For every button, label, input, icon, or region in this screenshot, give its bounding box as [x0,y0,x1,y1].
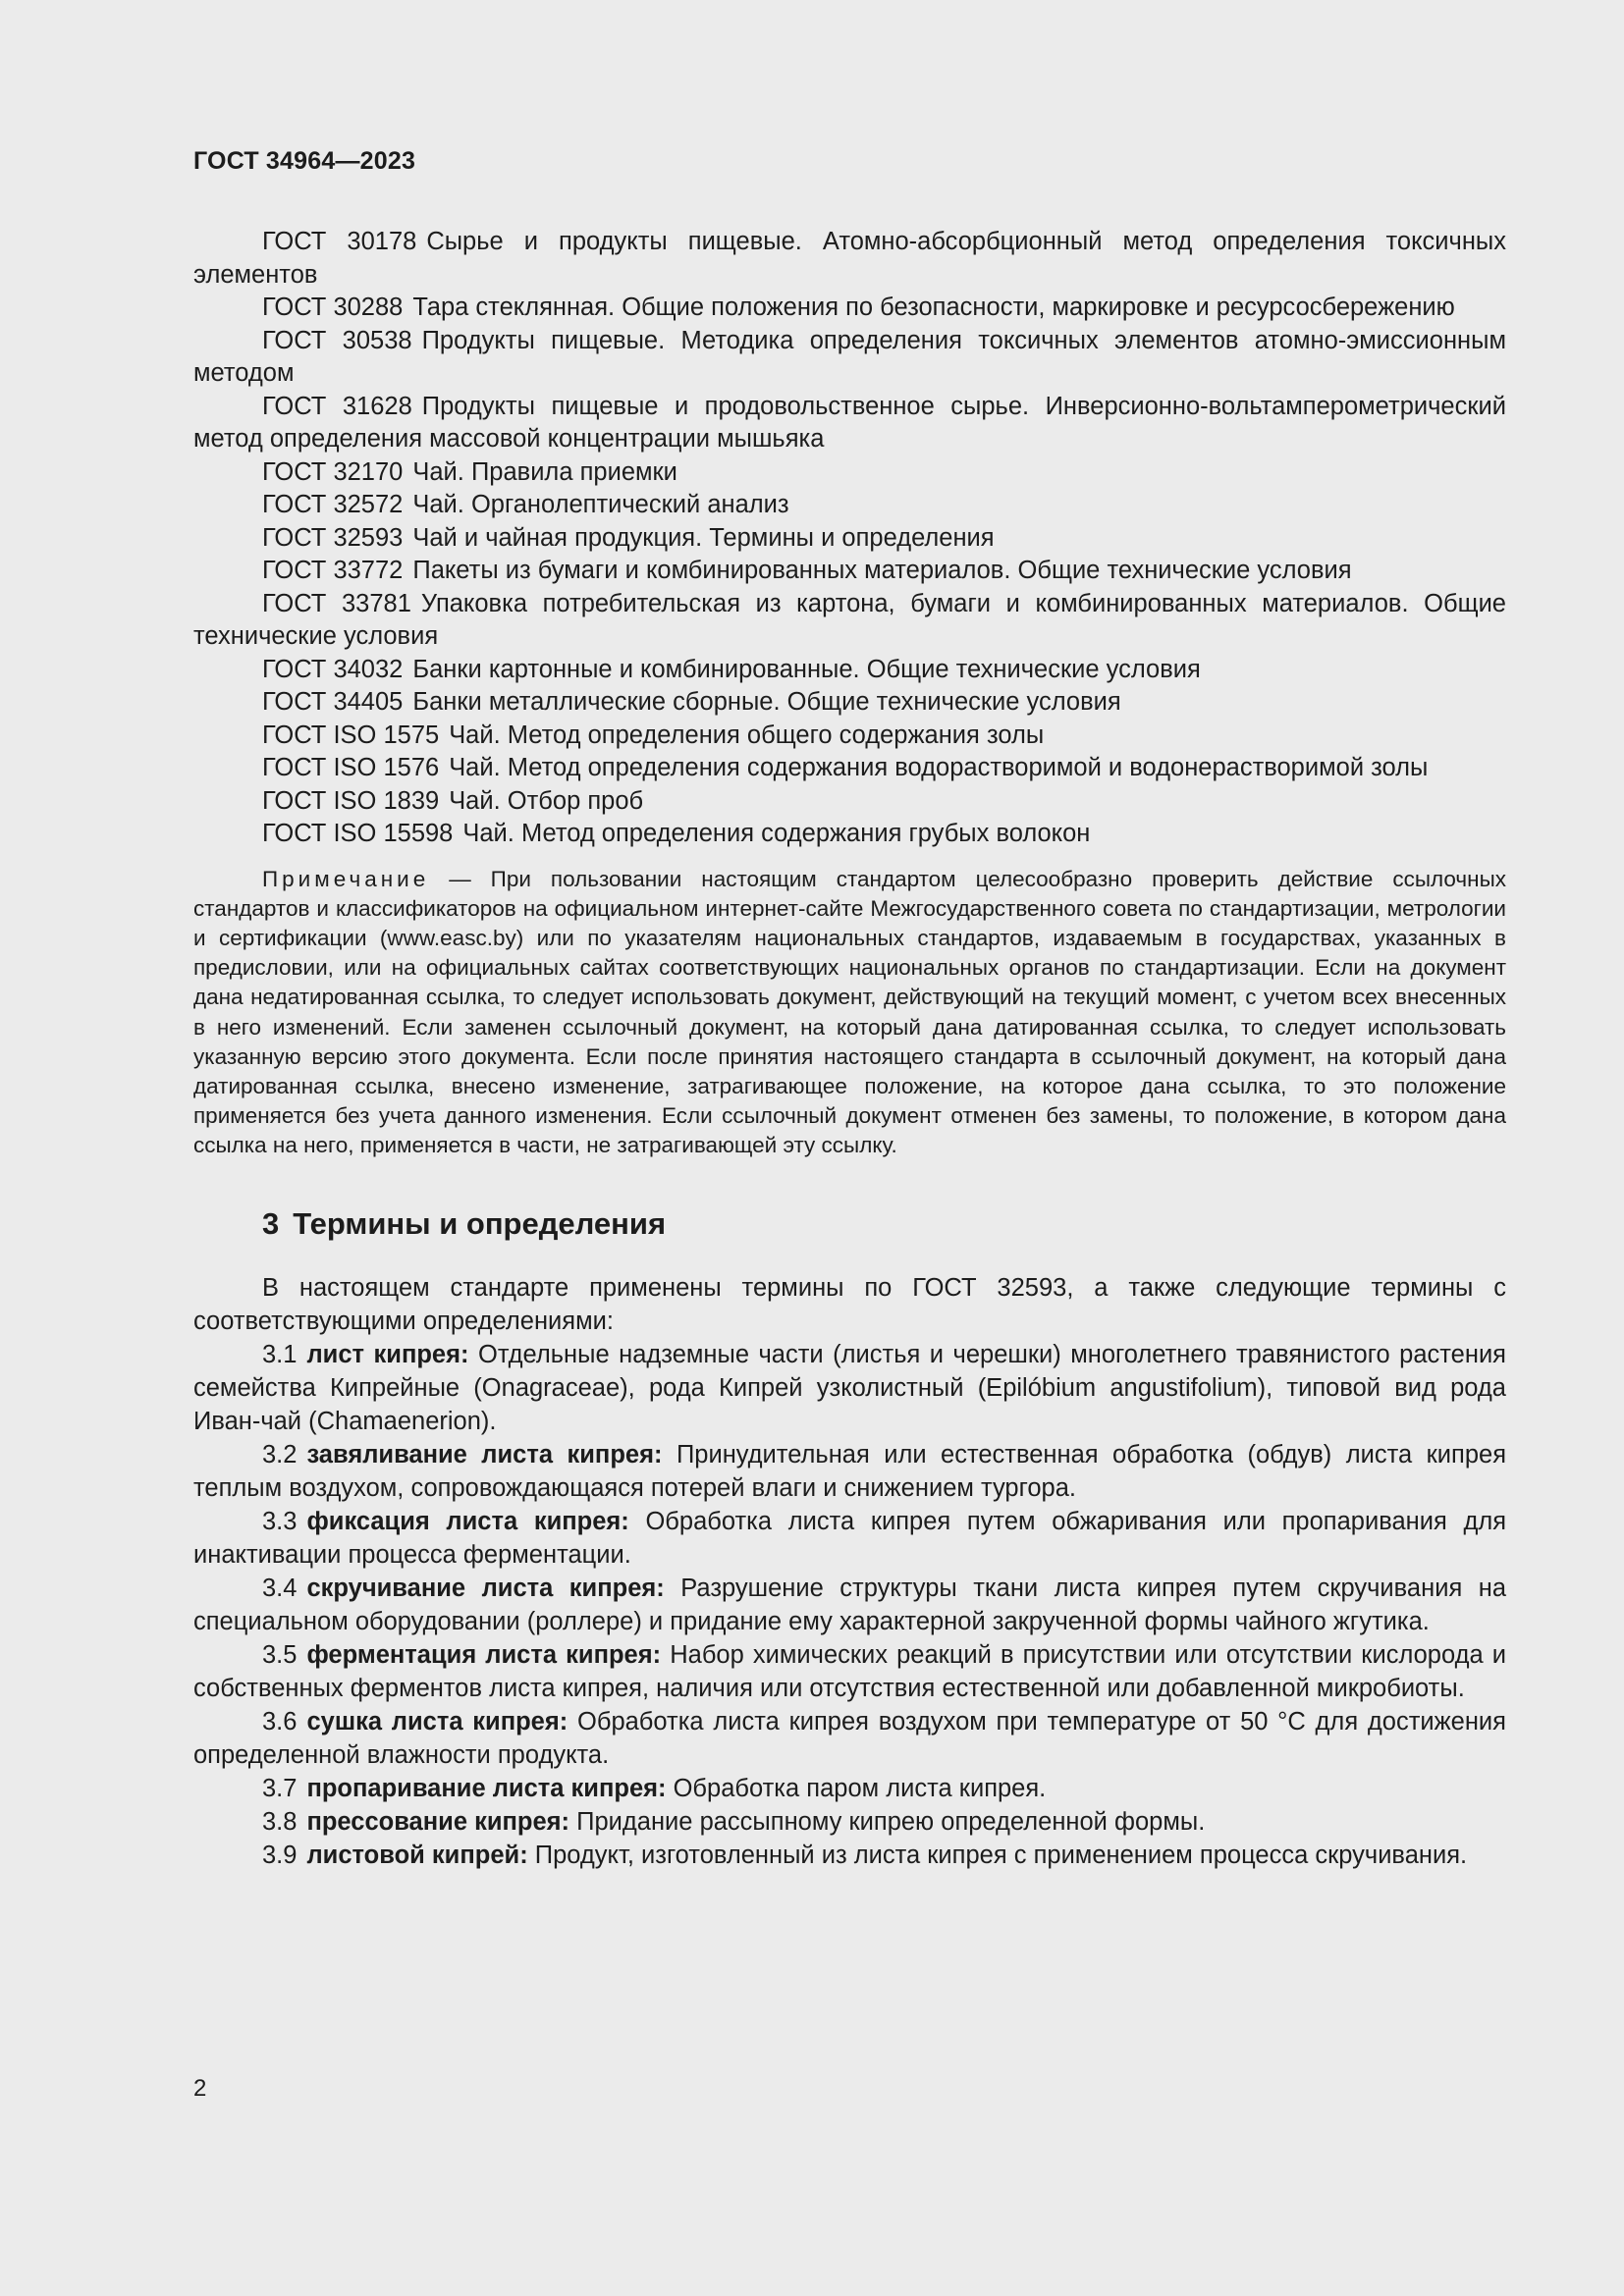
reference-title: Банки картонные и комбинированные. Общие технические условия [412,655,1201,683]
term-number: 3.4 [262,1574,298,1602]
reference-item [193,226,1506,292]
reference-item [193,555,1506,588]
section-heading [262,1204,1506,1244]
reference-code: ГОСТ 34032 [262,655,404,683]
reference-title: Чай. Правила приемки [412,457,677,486]
term-definition: Продукт, изготовленный из листа кипрея с применением процесса скручивания. [534,1841,1468,1869]
reference-code: ГОСТ 34405 [262,688,404,716]
term-item [193,1505,1506,1572]
reference-code: ГОСТ ISO 1839 [262,786,440,815]
section-title: Термины и определения [293,1205,667,1241]
note-text: — При пользовании настоящим стандартом целесообразно проверить действие ссылочных стандартов и классификаторов на официальном интернет-сайте Межгосударственного совета по стандартизации, метрологии и сертификации (www.easc.by) или по указателям национальных стандартов, издаваемым в государствах, указанных в предисловии, или на официальных сайтах соответствующих национальных органов по стандартизации. Если на документ дана недатированная ссылка, то следует использовать документ, действующий на текущий момент, с учетом всех внесенных в него изменений. Если заменен ссылочный документ, на который дана датированная ссылка, то следует использовать указанную версию этого документа. Если после принятия настоящего стандарта в ссылочный документ, на который дана датированная ссылка, внесено изменение, затрагивающее положение, на которое дана ссылка, то это положение применяется без учета данного изменения. Если ссылочный документ отменен без замены, то положение, в котором дана ссылка на него, применяется в части, не затрагивающей эту ссылку. [193,866,1506,1158]
term-number: 3.3 [262,1507,298,1535]
reference-code: ГОСТ 33772 [262,557,404,584]
section-intro: В настоящем стандарте применены термины по ГОСТ 32593, а также следующие термины с соответствующими определениями: [193,1273,1506,1335]
reference-item [193,489,1506,522]
reference-title: Чай. Метод определения содержания грубых волокон [462,820,1091,847]
reference-code: ГОСТ 30538 [262,326,412,354]
term-number: 3.6 [262,1707,298,1735]
note-paragraph [193,865,1506,1161]
reference-title: Чай. Отбор проб [449,786,644,815]
term-name: ферментация листа кипрея: [306,1640,662,1669]
reference-code: ГОСТ 32593 [262,523,404,552]
term-definition: Обработка паром листа кипрея. [673,1774,1047,1802]
term-item [193,1805,1506,1839]
reference-item [193,818,1506,851]
term-name: прессование кипрея: [306,1807,570,1836]
reference-title: Чай. Метод определения общего содержания золы [449,721,1045,749]
term-name: фиксация листа кипрея: [306,1507,629,1535]
term-number: 3.8 [262,1807,298,1836]
reference-item [193,456,1506,490]
reference-title: Упаковка потребительская из картона, бумаги и комбинированных материалов. Общие технические условия [193,589,1506,650]
reference-title: Тара стеклянная. Общие положения по безопасности, маркировке и ресурсосбережению [412,294,1455,321]
term-definition: Обработка листа кипрея путем обжаривания или пропаривания для инактивации процесса ферментации. [193,1507,1507,1569]
term-number: 3.1 [262,1340,298,1368]
terms-list [193,1338,1506,1872]
term-name: листовой кипрей: [306,1841,528,1869]
reference-title: Банки металлические сборные. Общие технические условия [412,688,1121,716]
reference-title: Продукты пищевые. Методика определения токсичных элементов атомно-эмиссионным методом [193,326,1506,387]
term-definition: Придание рассыпному кипрею определенной формы. [576,1807,1206,1836]
reference-code: ГОСТ 33781 [262,589,411,617]
term-name: сушка листа кипрея: [306,1707,568,1735]
term-definition: Обработка листа кипрея воздухом при температуре от 50 °С для достижения определенной влажности продукта. [193,1707,1506,1769]
term-item [193,1572,1506,1638]
term-definition: Отдельные надземные части (листья и черешки) многолетнего травянистого растения семейства Кипрейные (Onagraceae), рода Кипрей узколистный (Epilóbium angustifolium), типовой вид рода Иван-чай (Chamaenerion). [193,1340,1506,1435]
reference-code: ГОСТ ISO 1576 [262,754,440,781]
term-definition: Принудительная или естественная обработка (обдув) листа кипрея теплым воздухом, сопровождающаяся потерей влаги и снижением тургора. [193,1440,1506,1502]
reference-item [193,720,1506,753]
term-item [193,1772,1506,1805]
page-number: 2 [193,2075,207,2102]
reference-item [193,522,1506,556]
document-header: ГОСТ 34964—2023 [193,147,416,175]
reference-item [193,752,1506,785]
reference-item [193,686,1506,720]
term-number: 3.5 [262,1640,298,1669]
term-item [193,1705,1506,1772]
term-item [193,1839,1506,1872]
reference-title: Чай и чайная продукция. Термины и определения [412,523,995,552]
reference-item [193,785,1506,819]
term-name: лист кипрея: [306,1340,469,1368]
note-label: Примечание [262,866,430,891]
reference-title: Пакеты из бумаги и комбинированных материалов. Общие технические условия [412,557,1352,584]
term-definition: Разрушение структуры ткани листа кипрея путем скручивания на специальном оборудовании (роллере) и придание ему характерной закрученной формы чайного жгутика. [193,1574,1506,1635]
reference-code: ГОСТ 30178 [262,228,417,255]
reference-code: ГОСТ 31628 [262,392,412,420]
term-item [193,1638,1506,1705]
term-item [193,1438,1506,1505]
reference-code: ГОСТ 32170 [262,457,404,486]
reference-title: Продукты пищевые и продовольственное сырье. Инверсионно-вольтамперометрический метод определения массовой концентрации мышьяка [193,392,1506,453]
term-name: завяливание листа кипрея: [306,1440,663,1468]
reference-code: ГОСТ 32572 [262,491,404,518]
term-item [193,1338,1506,1438]
term-number: 3.7 [262,1774,298,1802]
term-name: пропаривание листа кипрея: [306,1774,667,1802]
reference-title: Сырье и продукты пищевые. Атомно-абсорбционный метод определения токсичных элементов [193,228,1506,289]
reference-code: ГОСТ ISO 1575 [262,721,440,749]
reference-title: Чай. Органолептический анализ [412,491,789,518]
reference-title: Чай. Метод определения содержания водорастворимой и водонерастворимой золы [449,754,1429,781]
section-number: 3 [262,1205,280,1241]
reference-item [193,391,1506,456]
reference-code: ГОСТ ISO 15598 [262,820,454,847]
term-name: скручивание листа кипрея: [306,1574,665,1602]
term-definition: Набор химических реакций в присутствии или отсутствии кислорода и собственных ферментов листа кипрея, наличия или отсутствия естественной или добавленной микробиоты. [193,1640,1506,1702]
reference-item [193,325,1506,391]
reference-code: ГОСТ 30288 [262,294,404,321]
reference-item [193,654,1506,687]
reference-item [193,588,1506,654]
references-list [193,226,1506,851]
reference-item [193,292,1506,325]
term-number: 3.9 [262,1841,298,1869]
term-number: 3.2 [262,1440,298,1468]
page-content [193,226,1506,1872]
